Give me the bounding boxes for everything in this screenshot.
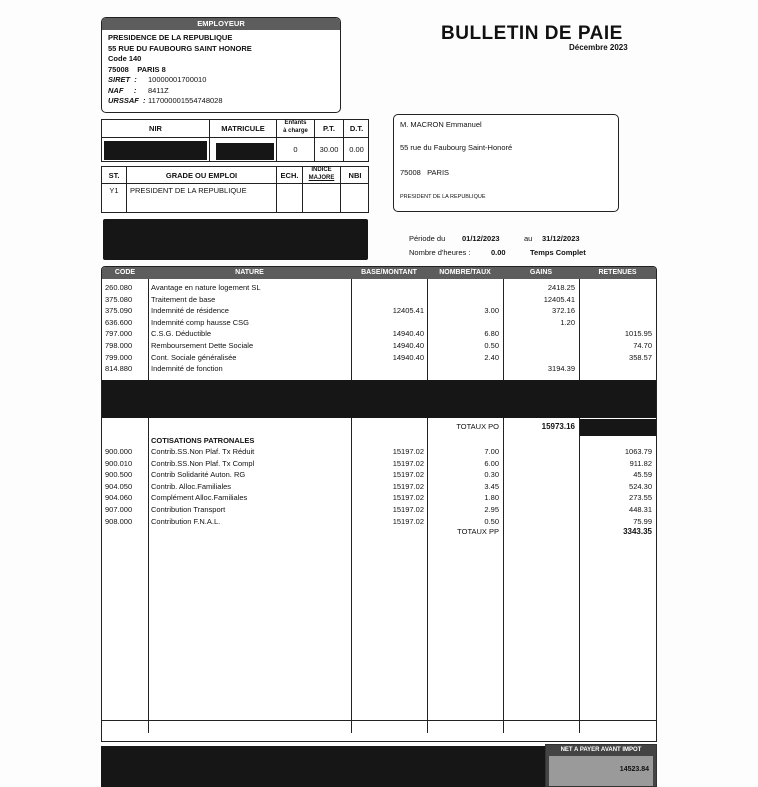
patronales-title: COTISATIONS PATRONALES [151,436,255,445]
totaux-pp-label: TOTAUX PP [457,527,499,536]
redacted-rows [102,380,656,418]
contract-type: Temps Complet [530,248,586,257]
patronales-row-taux: 6.00 [484,458,499,468]
rows-row-gains: 372.16 [552,306,575,316]
col-header-code: CODE [114,269,136,276]
rows-row-gains: 3194.39 [547,364,575,374]
patronales-row-taux: 0.50 [484,516,499,526]
ech-label: ECH. [280,171,299,180]
matricule-label: MATRICULE [221,124,265,133]
rows-row-retenues: 1015.95 [624,329,652,339]
rows-row-nature: Indemnité de résidence [151,306,229,316]
col-header-nature: NATURE [235,269,264,276]
rows-row-nature: Indemnité comp hausse CSG [151,317,249,327]
employee-name: M. MACRON Emmanuel [400,120,482,129]
patronales-row-nature: Contrib.SS.Non Plaf. Tx Réduit [151,447,255,456]
period-label: Période du [409,234,446,243]
rows-row-code: 375.080 [105,294,133,304]
patronales-row-nature: Contribution F.N.A.L. [151,516,221,526]
rows-row-code: 375.090 [105,306,133,316]
patronales-row-base: 15197.02 [392,470,424,480]
st-label: ST. [108,171,120,180]
rows-row-code: 636.600 [105,317,133,327]
patronales-row-retenues: 1063.79 [624,447,652,456]
rows-row-taux: 3.00 [484,306,499,316]
rows-row-nature: Cont. Sociale généralisée [151,352,237,362]
rows-row-code: 799.000 [105,352,133,362]
rows-row-taux: 0.50 [484,341,499,350]
employer-address: 55 RUE DU FAUBOURG SAINT HONORE [108,43,252,53]
col-header-base: BASE/MONTANT [361,269,417,276]
siret-value: 10000001700010 [148,75,207,84]
period-to-label: au [524,234,533,243]
patronales-row-nature: Contrib. Alloc.Familiales [151,481,232,491]
rows-row-nature: Traitement de base [151,294,216,304]
patronales-row-nature: Complément Alloc.Familiales [151,493,248,503]
patronales-row-code: 904.060 [105,493,133,503]
enfants-label-2: à charge [283,127,308,134]
rows-row-nature: Avantage en nature logement SL [151,283,261,292]
urssaf-label: URSSAF : [108,96,146,105]
redacted-retenues-total [580,419,656,436]
hours-value: 0.00 [491,248,506,257]
patronales-row-code: 904.050 [105,481,133,491]
patronales-row-nature: Contribution Transport [151,505,226,514]
employer-box [101,17,341,113]
patronales-row-taux: 0.30 [484,470,499,480]
patronales-row-retenues: 75.99 [633,516,652,526]
rows-row-code: 797.000 [105,329,133,339]
rows-row-gains: 1.20 [560,317,575,327]
rows-row-code: 260.080 [105,283,133,292]
patronales-row-nature: Contrib Solidarité Auton. RG [151,470,246,480]
siret-label: SIRET : [108,75,137,84]
patronales-row-code: 908.000 [105,516,133,526]
st-value: Y1 [109,186,119,195]
patronales-row-base: 15197.02 [392,493,424,503]
enfants-label: Enfants [284,120,307,126]
enfants-value: 0 [293,145,298,154]
rows-row-nature: Indemnité de fonction [151,364,223,374]
rows-row-base: 14940.40 [392,352,424,362]
employer-city: 75008 PARIS 8 [108,64,166,74]
patronales-row-taux: 7.00 [484,447,499,456]
hours-label: Nombre d'heures : [409,248,471,257]
rows-row-base: 12405.41 [392,306,424,316]
patronales-row-retenues: 45.59 [633,470,652,480]
rows-row-taux: 2.40 [484,352,499,362]
patronales-row-retenues: 524.30 [629,481,652,491]
patronales-row-base: 15197.02 [392,481,424,491]
patronales-row-code: 907.000 [105,505,133,514]
period-from: 01/12/2023 [462,234,500,243]
employee-address: 55 rue du Faubourg Saint-Honoré [400,143,513,152]
employee-job: PRESIDENT DE LA REPUBLIQUE [400,194,486,200]
rows-row-code: 798.000 [105,341,133,350]
employee-box [393,114,619,212]
patronales-row-taux: 3.45 [484,481,499,491]
patronales-row-retenues: 273.55 [629,493,652,503]
rows-row-base: 14940.40 [392,341,424,350]
ident-box [101,119,369,162]
grade-value: PRESIDENT DE LA REPUBLIQUE [130,186,247,195]
patronales-row-code: 900.000 [105,447,133,456]
employee-city: 75008 PARIS [400,168,450,177]
totaux-pp-value: 3343.35 [623,527,652,536]
rows-row-taux: 6.80 [484,329,499,339]
page-title: BULLETIN DE PAIE [441,23,623,44]
rows-row-gains: 2418.25 [547,283,575,292]
patronales-row-base: 15197.02 [392,447,424,456]
pay-month: Décembre 2023 [569,43,628,52]
totaux-po-value: 15973.16 [541,422,575,431]
patronales-row-retenues: 448.31 [629,505,652,514]
patronales-row-base: 15197.02 [392,505,424,514]
rows-row-code: 814.880 [105,364,133,374]
grade-label: GRADE OU EMPLOI [165,171,238,180]
rows-row-gains: 12405.41 [543,294,575,304]
rows-row-nature: Remboursement Dette Sociale [151,341,254,350]
col-header-retenues: RETENUES [598,269,637,276]
dt-label: D.T. [349,124,364,133]
patronales-row-base: 15197.02 [392,516,424,526]
rows-row-retenues: 358.57 [629,352,652,362]
rows-row-nature: C.S.G. Déductible [151,329,212,339]
rows-row-retenues: 74.70 [633,341,652,350]
nir-label: NIR [149,124,162,133]
period-to: 31/12/2023 [542,234,580,243]
net-label: NET A PAYER AVANT IMPOT [560,747,642,753]
redacted-block [103,219,368,260]
nbi-label: NBI [348,171,362,180]
patronales-row-taux: 2.95 [484,505,499,514]
net-box [545,744,657,787]
indice-label: INDICE [311,167,332,173]
urssaf-value: 117000001554748028 [148,96,223,105]
redacted-footer [101,746,545,787]
totaux-po-label: TOTAUX PO [456,422,499,431]
patronales-row-base: 15197.02 [392,458,424,468]
patronales-row-taux: 1.80 [484,493,499,503]
rows-row-base: 14940.40 [392,329,424,339]
indice-label-2: MAJORE [308,174,335,181]
patronales-row-code: 900.010 [105,458,133,468]
pt-label: P.T. [323,124,335,133]
patronales-row-nature: Contrib.SS.Non Plaf. Tx Compl [151,458,255,468]
nir-redacted [104,141,207,160]
grade-box [101,166,369,213]
pt-value: 30.00 [319,145,339,154]
naf-value: 8411Z [148,85,169,95]
net-value: 14523.84 [619,766,649,773]
employer-name: PRESIDENCE DE LA REPUBLIQUE [108,33,233,42]
matricule-redacted [216,143,274,160]
col-header-gains: GAINS [529,269,553,276]
patronales-row-retenues: 911.82 [629,458,652,468]
payslip-table [101,266,657,742]
naf-label: NAF : [108,85,137,95]
patronales-row-code: 900.500 [105,470,133,480]
dt-value: 0.00 [349,145,364,154]
employer-header: EMPLOYEUR [102,18,340,30]
employer-code: Code 140 [108,54,142,63]
col-header-taux: NOMBRE/TAUX [439,269,491,276]
